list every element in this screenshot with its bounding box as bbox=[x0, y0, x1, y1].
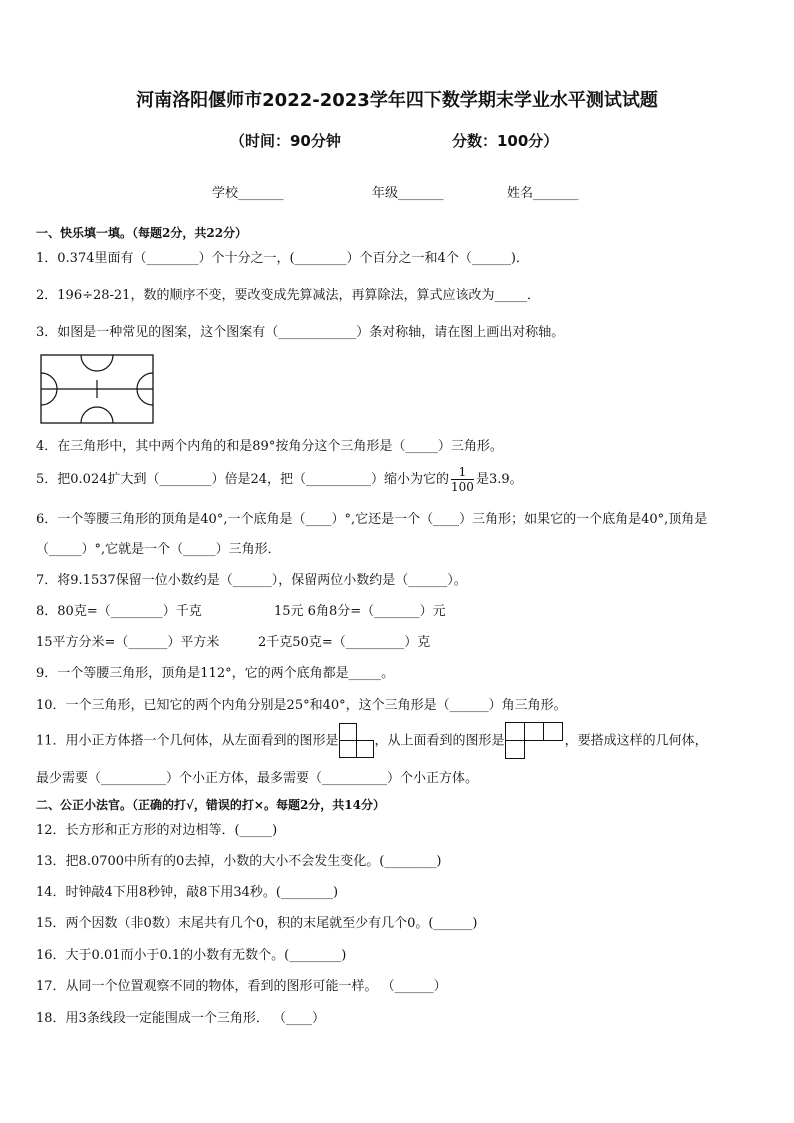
section-1-heading: 一、快乐填一填。（每题2分，共22分） bbox=[36, 226, 248, 240]
question-18: 18．用3条线段一定能围成一个三角形． （____） bbox=[36, 1011, 325, 1026]
question-10: 10．一个三角形，已知它的两个内角分别是25°和40°，这个三角形是（______）角三角形。 bbox=[36, 698, 567, 713]
fraction-one-hundredth bbox=[451, 465, 474, 494]
question-8-grams: 8．80克=（________）千克 bbox=[36, 604, 202, 619]
question-8-yuan: 15元 6角8分=（_______）元 bbox=[274, 604, 446, 619]
question-11-part-c: ，要搭成这样的几何体， bbox=[564, 733, 708, 749]
question-4: 4．在三角形中，其中两个内角的和是89°按角分这个三角形是（_____）三角形。 bbox=[36, 439, 503, 454]
fraction-denominator: 100 bbox=[451, 480, 474, 494]
question-11-line-2: 最少需要（__________）个小正方体，最多需要（__________）个小正方体。 bbox=[36, 771, 479, 786]
grade-field[interactable]: 年级_______ bbox=[372, 186, 444, 201]
question-11-line-1 bbox=[36, 722, 708, 760]
question-15: 15．两个因数（非0数）末尾共有几个0，积的末尾就至少有几个0。(______) bbox=[36, 916, 478, 931]
name-field[interactable]: 姓名_______ bbox=[507, 186, 579, 201]
exam-info bbox=[230, 130, 559, 151]
question-14: 14．时钟敲4下用8秒钟，敲8下用34秒。(________) bbox=[36, 885, 339, 900]
exam-time: （时间：90分钟 bbox=[230, 132, 341, 150]
question-8-line-2 bbox=[36, 635, 431, 651]
fraction-numerator: 1 bbox=[451, 465, 474, 480]
question-16: 16．大于0.01而小于0.1的小数有无数个。(________) bbox=[36, 948, 347, 963]
question-5-part-b: 是3.9。 bbox=[475, 472, 523, 487]
question-2: 2．196÷28-21，数的顺序不变，要改变成先算减法，再算除法，算式应该改为_____． bbox=[36, 288, 540, 303]
question-12: 12．长方形和正方形的对边相等．(_____) bbox=[36, 823, 278, 838]
top-view-figure bbox=[505, 722, 565, 760]
question-1: 1．0.374里面有（________）个十分之一，(________）个百分之一和4个（______)． bbox=[36, 251, 529, 266]
question-3: 3．如图是一种常见的图案，这个图案有（____________）条对称轴，请在图上画出对称轴。 bbox=[36, 325, 565, 340]
left-view-figure bbox=[339, 723, 375, 759]
question-9: 9．一个等腰三角形，顶角是112°，它的两个底角都是_____。 bbox=[36, 666, 395, 681]
question-5-part-a: 5．把0.024扩大到（________）倍是24，把（__________）缩小为它的 bbox=[36, 472, 450, 487]
section-2-heading: 二、公正小法官。（正确的打√，错误的打×。每题2分，共14分） bbox=[36, 798, 385, 812]
page-title: 河南洛阳偃师市2022-2023学年四下数学期末学业水平测试试题 bbox=[136, 90, 658, 111]
symmetry-pattern-figure bbox=[40, 354, 154, 424]
question-8-area: 15平方分米=（______）平方米 bbox=[36, 635, 220, 650]
question-11-part-a: 11．用小正方体搭一个几何体，从左面看到的图形是 bbox=[36, 733, 339, 749]
question-8-kilograms: 2千克50克=（_________）克 bbox=[258, 635, 431, 650]
question-7: 7．将9.1537保留一位小数约是（______），保留两位小数约是（______）。 bbox=[36, 573, 467, 588]
question-6-line-1: 6．一个等腰三角形的顶角是40°,一个底角是（____）°,它还是一个（____）三角形；如果它的一个底角是40°,顶角是 bbox=[36, 512, 708, 527]
school-field[interactable]: 学校_______ bbox=[212, 186, 284, 201]
question-8-line-1 bbox=[36, 604, 446, 620]
question-13: 13．把8.0700中所有的0去掉，小数的大小不会发生变化。(________) bbox=[36, 854, 442, 869]
question-6-line-2: （_____）°,它就是一个（_____）三角形． bbox=[36, 542, 281, 557]
question-5 bbox=[36, 465, 523, 495]
exam-score: 分数：100分） bbox=[452, 132, 559, 150]
question-11-part-b: ，从上面看到的图形是 bbox=[374, 733, 505, 749]
question-17: 17．从同一个位置观察不同的物体，看到的图形可能一样。 （______） bbox=[36, 979, 447, 994]
